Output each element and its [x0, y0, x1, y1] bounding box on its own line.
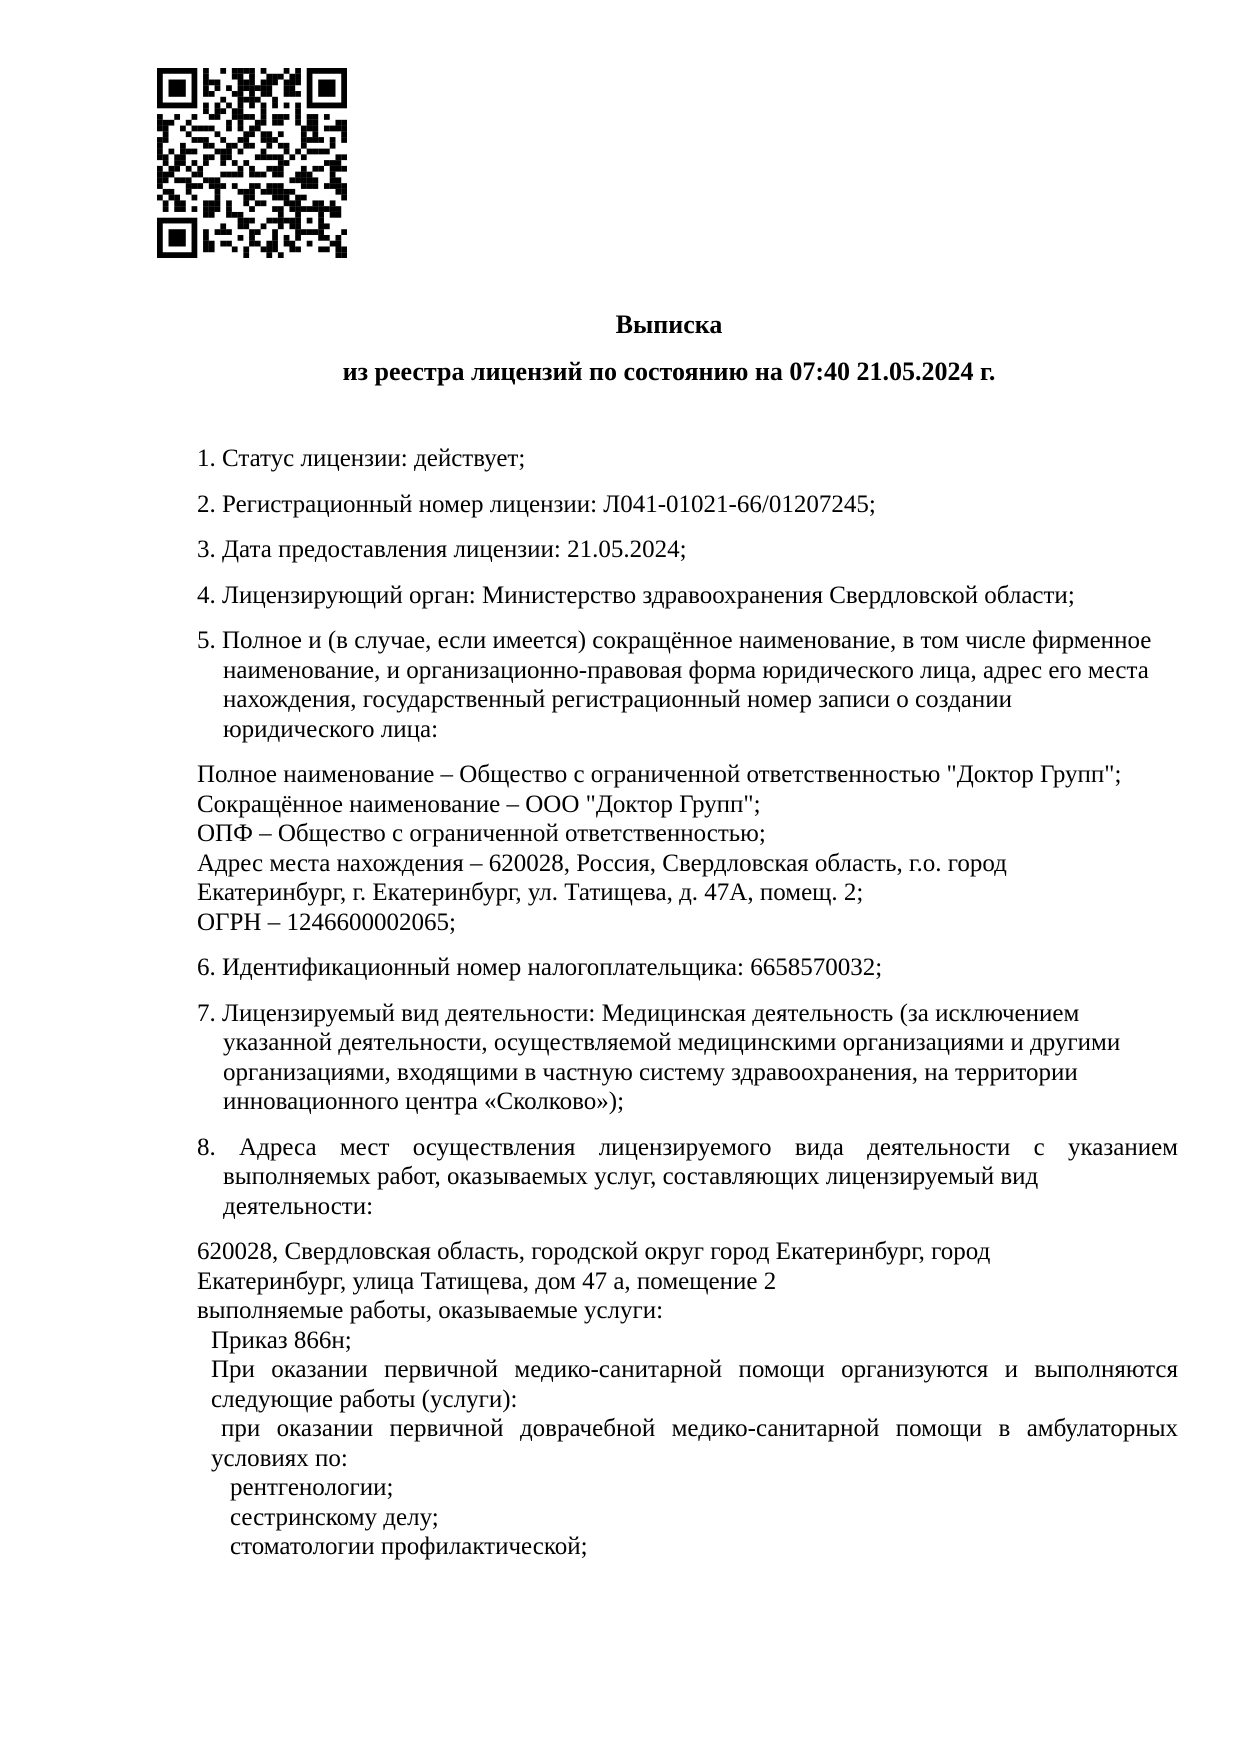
doc-line: 8. Адреса мест осуществления лицензируемого вида деятельности с указанием	[197, 1133, 1178, 1161]
document-title: Выписка	[615, 310, 723, 339]
doc-line-date: 3. Дата предоставления лицензии: 21.05.2024;	[197, 536, 687, 563]
doc-line-authority: 4. Лицензирующий орган: Министерство здравоохранения Свердловской области;	[197, 581, 1075, 609]
doc-line-ogrn: ОГРН – 1246600002065;	[197, 908, 456, 936]
doc-line: следующие работы (услуги):	[211, 1385, 518, 1413]
doc-line: наименование, и организационно-правовая форма юридического лица, адрес его места	[223, 656, 1149, 684]
doc-line: нахождения, государственный регистрационный номер записи о создании	[223, 686, 1012, 713]
doc-line: При оказании первичной медико-санитарной помощи организуются и выполняются	[211, 1356, 1178, 1383]
doc-line-service: сестринскому делу;	[230, 1503, 439, 1531]
doc-line-work-address: 620028, Свердловская область, городской округ город Екатеринбург, город	[197, 1238, 991, 1265]
doc-line-inn: 6. Идентификационный номер налогоплательщика: 6658570032;	[197, 954, 883, 981]
doc-line: при оказании первичной доврачебной медико-санитарной помощи в амбулаторных	[221, 1415, 1178, 1442]
doc-line-short-name: Сокращённое наименование – ООО "Доктор Групп";	[197, 790, 761, 818]
doc-line-address: Екатеринбург, г. Екатеринбург, ул. Татищева, д. 47А, помещ. 2;	[197, 879, 864, 906]
doc-line-full-name: Полное наименование – Общество с ограниченной ответственностью "Доктор Групп";	[197, 761, 1122, 788]
doc-line: 7. Лицензируемый вид деятельности: Медицинская деятельность (за исключением	[197, 999, 1080, 1027]
doc-line-service: стоматологии профилактической;	[230, 1533, 588, 1560]
doc-line: выполняемые работы, оказываемые услуги:	[197, 1297, 664, 1324]
doc-line: организациями, входящими в частную систему здравоохранения, на территории	[223, 1058, 1078, 1086]
doc-line: условиях по:	[211, 1444, 348, 1472]
doc-line: 5. Полное и (в случае, если имеется) сокращённое наименование, в том числе фирменное	[197, 627, 1152, 654]
doc-line: указанной деятельности, осуществляемой медицинскими организациями и другими	[223, 1029, 1121, 1056]
doc-line: выполняемых работ, оказываемых услуг, составляющих лицензируемый вид	[223, 1163, 1039, 1190]
doc-line-address: Адрес места нахождения – 620028, Россия, Свердловская область, г.о. город	[197, 849, 1007, 877]
doc-line-opf: ОПФ – Общество с ограниченной ответственностью;	[197, 820, 766, 847]
document-heading	[197, 308, 1141, 388]
doc-line-work-address: Екатеринбург, улица Татищева, дом 47 а, помещение 2	[197, 1267, 777, 1295]
document-body	[197, 444, 1178, 1562]
doc-line-regnumber: 2. Регистрационный номер лицензии: Л041-01021-66/01207245;	[197, 490, 876, 518]
doc-line: инновационного центра «Сколково»);	[223, 1088, 625, 1115]
doc-line-service: рентгенологии;	[230, 1474, 394, 1501]
doc-line: юридического лица:	[223, 715, 439, 743]
doc-line: деятельности:	[223, 1192, 374, 1220]
license-extract-document	[197, 0, 1178, 1562]
doc-line-status: 1. Статус лицензии: действует;	[197, 445, 526, 472]
doc-line-order: Приказ 866н;	[211, 1326, 352, 1354]
document-subtitle: из реестра лицензий по состоянию на 07:40 21.05.2024 г.	[342, 357, 996, 386]
